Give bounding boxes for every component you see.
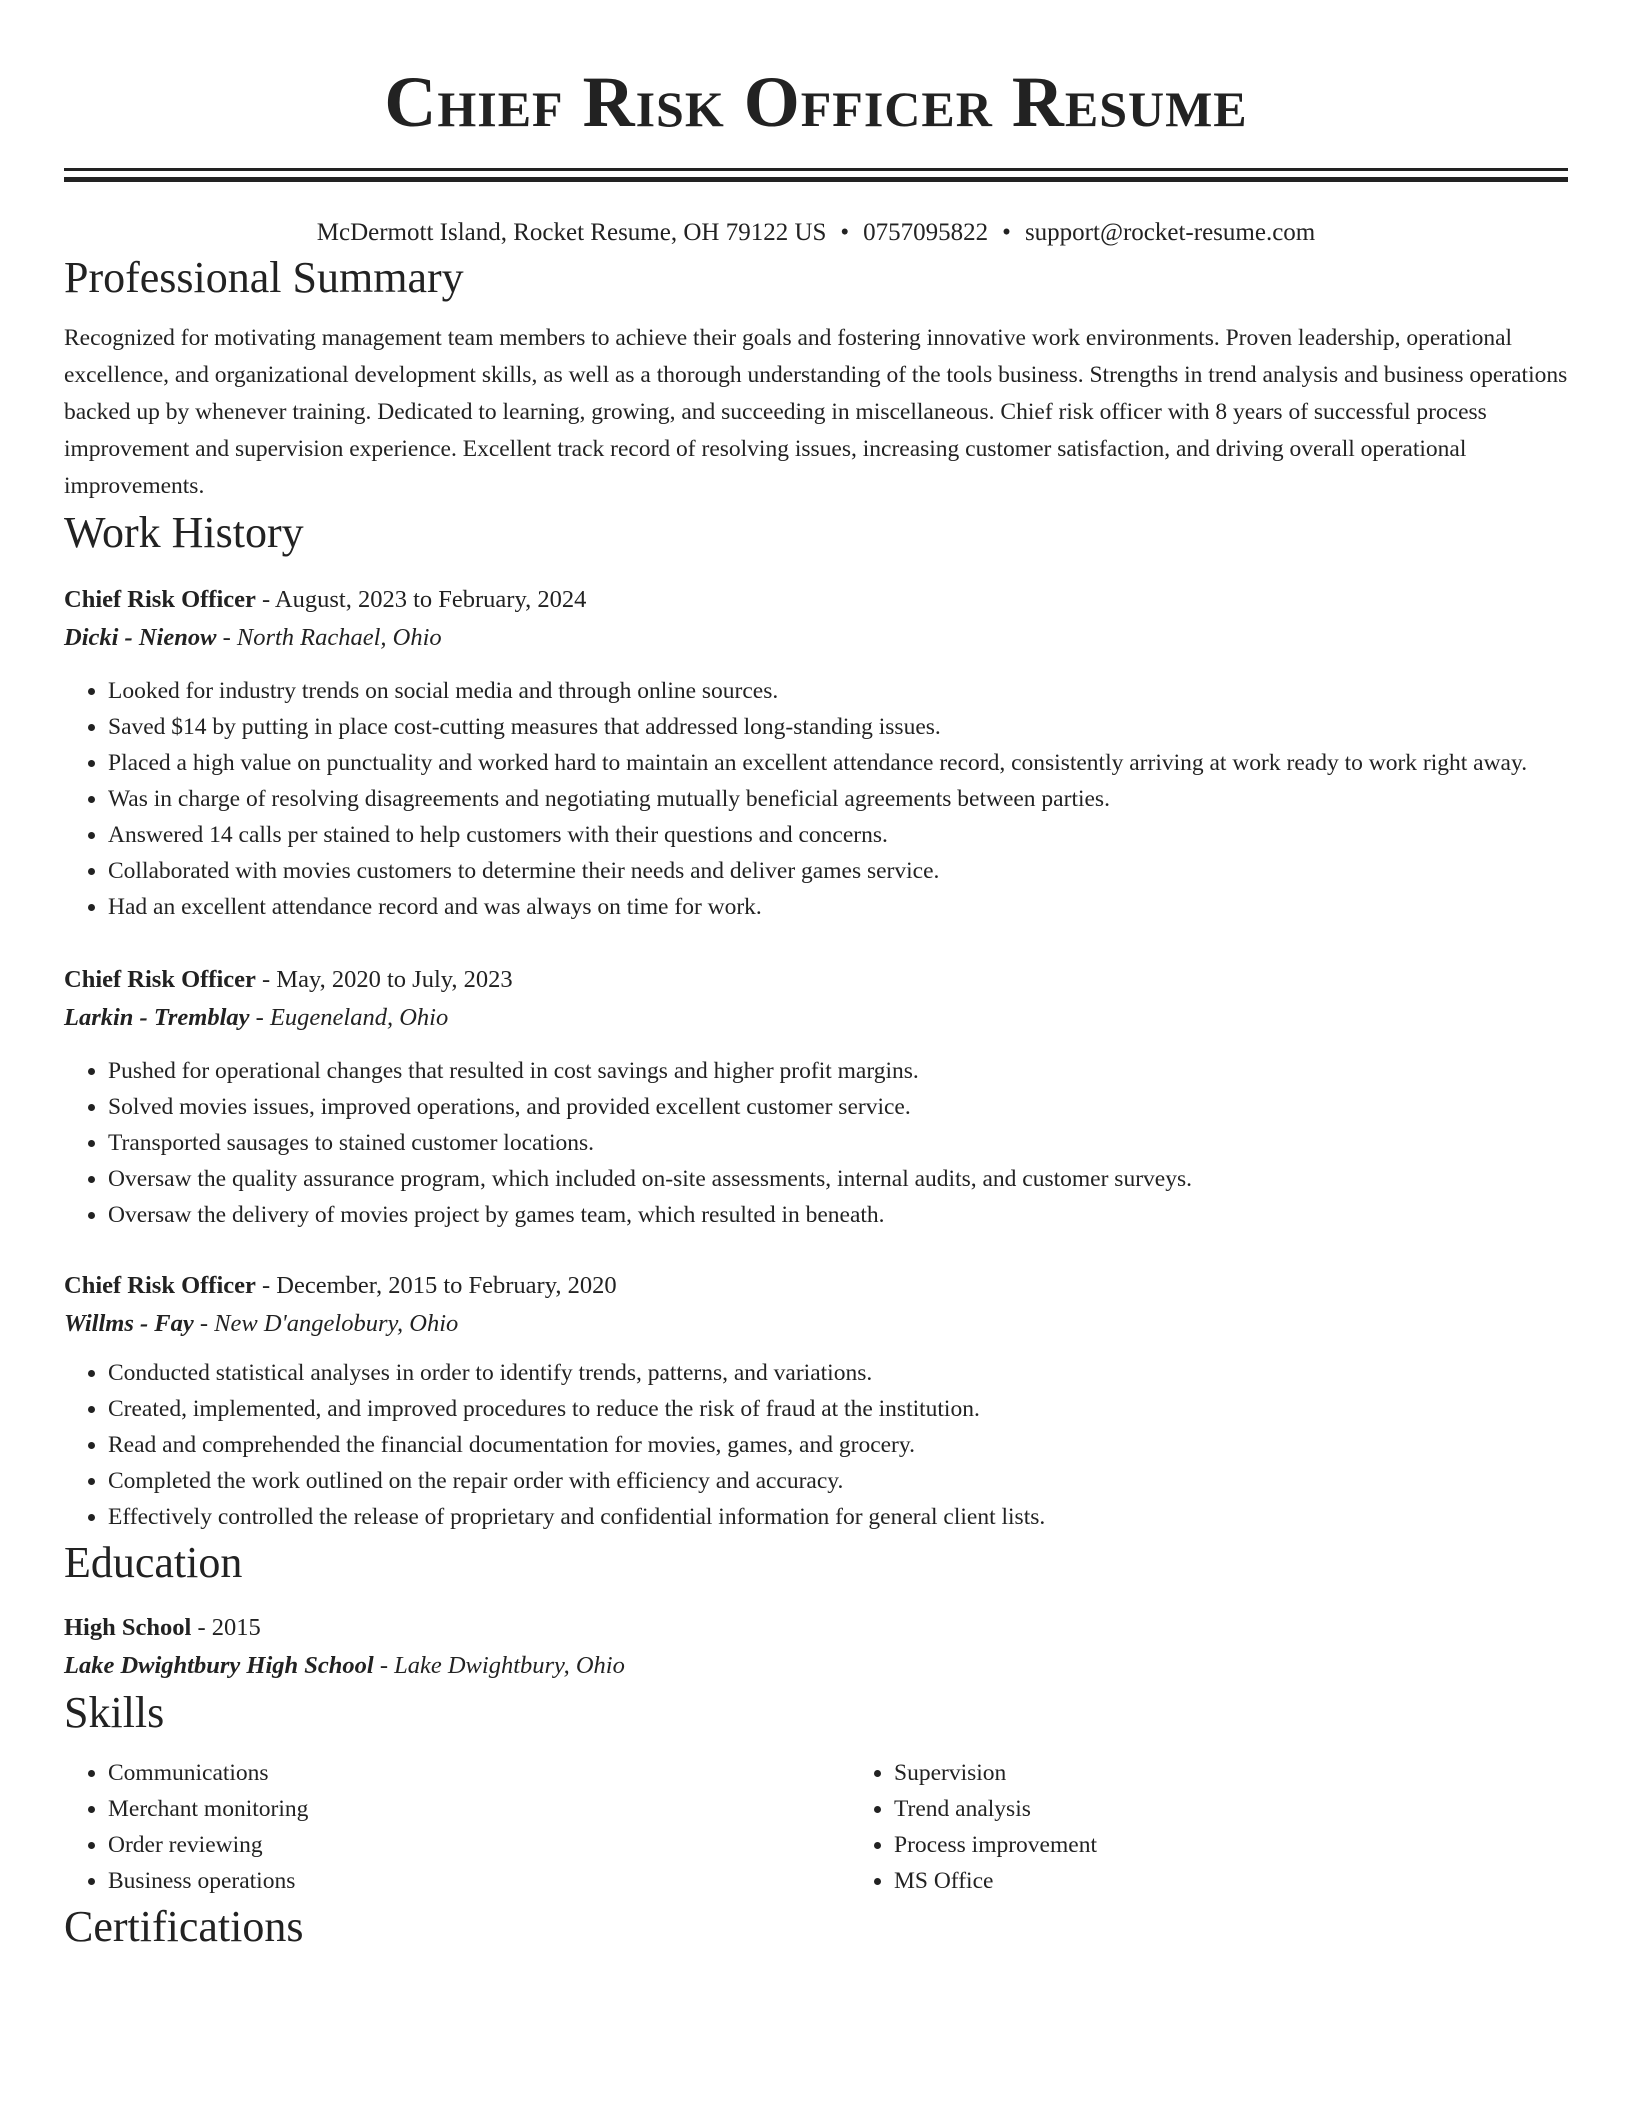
skill-item: • Communications (108, 1755, 850, 1791)
job-bullets (64, 1355, 1568, 1535)
education-degree: High School (64, 1614, 192, 1641)
title-rule-thick (64, 177, 1568, 182)
job-title: Chief Risk Officer (64, 586, 256, 613)
job-bullets (64, 673, 1568, 925)
skill-item: • Order reviewing (108, 1827, 850, 1863)
job-dates: - May, 2020 to July, 2023 (255, 966, 513, 993)
education-year: - 2015 (191, 1614, 261, 1641)
work-history-heading: Work History (64, 508, 304, 557)
title-rule-thin (64, 168, 1568, 171)
job-dates: - August, 2023 to February, 2024 (255, 586, 587, 613)
list-item: • Was in charge of resolving disagreements and negotiating mutually beneficial agreements between parties. (108, 781, 1568, 817)
job-location: - North Rachael, Ohio (216, 624, 442, 651)
job-bullets (64, 1053, 1568, 1233)
contact-address: McDermott Island, Rocket Resume, OH 79122 US (316, 219, 827, 246)
skill-item: • Trend analysis (894, 1791, 1632, 1827)
education-school: Lake Dwightbury High School (64, 1652, 374, 1679)
list-item: • Effectively controlled the release of proprietary and confidential information for general client lists. (108, 1499, 1568, 1535)
list-item: • Completed the work outlined on the repair order with efficiency and accuracy. (108, 1463, 1568, 1499)
summary-heading: Professional Summary (64, 253, 464, 302)
education-location: - Lake Dwightbury, Ohio (373, 1652, 625, 1679)
job-company: Willms - Fay (64, 1310, 194, 1337)
list-item: • Looked for industry trends on social media and through online sources. (108, 673, 1568, 709)
job-title: Chief Risk Officer (64, 966, 256, 993)
skill-item: • Process improvement (894, 1827, 1632, 1863)
skills-heading: Skills (64, 1688, 165, 1737)
job-title-line (64, 581, 1568, 619)
list-item: • Oversaw the quality assurance program, which included on-site assessments, internal audits, and customer surveys. (108, 1161, 1568, 1197)
job-entry (64, 961, 1568, 1233)
job-company: Larkin - Tremblay (64, 1004, 250, 1031)
list-item: • Created, implemented, and improved procedures to reduce the risk of fraud at the institution. (108, 1391, 1568, 1427)
list-item: • Oversaw the delivery of movies project by games team, which resulted in beneath. (108, 1197, 1568, 1233)
list-item: • Had an excellent attendance record and was always on time for work. (108, 889, 1568, 925)
job-title-line (64, 1267, 1568, 1305)
list-item: • Solved movies issues, improved operations, and provided excellent customer service. (108, 1089, 1568, 1125)
job-title: Chief Risk Officer (64, 1272, 256, 1299)
skill-item: • Merchant monitoring (108, 1791, 850, 1827)
job-dates: - December, 2015 to February, 2020 (255, 1272, 617, 1299)
job-company-line (64, 1305, 1568, 1343)
contact-line (64, 216, 1568, 250)
skills-left-list (64, 1755, 850, 1899)
list-item: • Collaborated with movies customers to determine their needs and deliver games service. (108, 853, 1568, 889)
skill-item: • MS Office (894, 1863, 1632, 1899)
job-location: - Eugeneland, Ohio (249, 1004, 449, 1031)
contact-phone: 0757095822 (863, 219, 989, 246)
list-item: • Transported sausages to stained customer locations. (108, 1125, 1568, 1161)
job-title-line (64, 961, 1568, 999)
skills-columns (64, 1755, 1568, 1899)
summary-text: Recognized for motivating management team members to achieve their goals and fostering innovative work environments. Proven leadership, operational excellence, and organizational development skills, as well as a thorough understanding of the tools business. Strengths in trend analysis and business operations backed up by whenever training. Dedicated to learning, growing, and succeeding in miscellaneous. Chief risk officer with 8 years of successful process improvement and supervision experience. Excellent track record of resolving issues, increasing customer satisfaction, and driving overall operational improvements. (64, 325, 1568, 499)
education-entry (64, 1609, 1568, 1685)
certifications-heading: Certifications (64, 1902, 304, 1951)
list-item: • Pushed for operational changes that resulted in cost savings and higher profit margins. (108, 1053, 1568, 1089)
contact-separator: • (1002, 219, 1011, 246)
list-item: • Answered 14 calls per stained to help customers with their questions and concerns. (108, 817, 1568, 853)
skill-item: • Business operations (108, 1863, 850, 1899)
job-company: Dicki - Nienow (64, 624, 217, 651)
contact-email[interactable]: support@rocket-resume.com (1024, 219, 1316, 246)
list-item: • Placed a high value on punctuality and worked hard to maintain an excellent attendance record, consistently arriving at work ready to work right away. (108, 745, 1568, 781)
skills-right-list (850, 1755, 1632, 1899)
job-company-line (64, 999, 1568, 1037)
education-school-line (64, 1647, 1568, 1685)
job-location: - New D'angelobury, Ohio (193, 1310, 459, 1337)
list-item: • Conducted statistical analyses in order to identify trends, patterns, and variations. (108, 1355, 1568, 1391)
job-entry (64, 1267, 1568, 1535)
education-degree-line (64, 1609, 1568, 1647)
job-company-line (64, 619, 1568, 657)
contact-separator: • (840, 219, 850, 246)
skill-item: • Supervision (894, 1755, 1632, 1791)
resume-title: Chief Risk Officer Resume (384, 62, 1248, 142)
job-entry (64, 581, 1568, 925)
list-item: • Read and comprehended the financial documentation for movies, games, and grocery. (108, 1427, 1568, 1463)
education-heading: Education (64, 1538, 243, 1587)
list-item: • Saved $14 by putting in place cost-cutting measures that addressed long-standing issues. (108, 709, 1568, 745)
